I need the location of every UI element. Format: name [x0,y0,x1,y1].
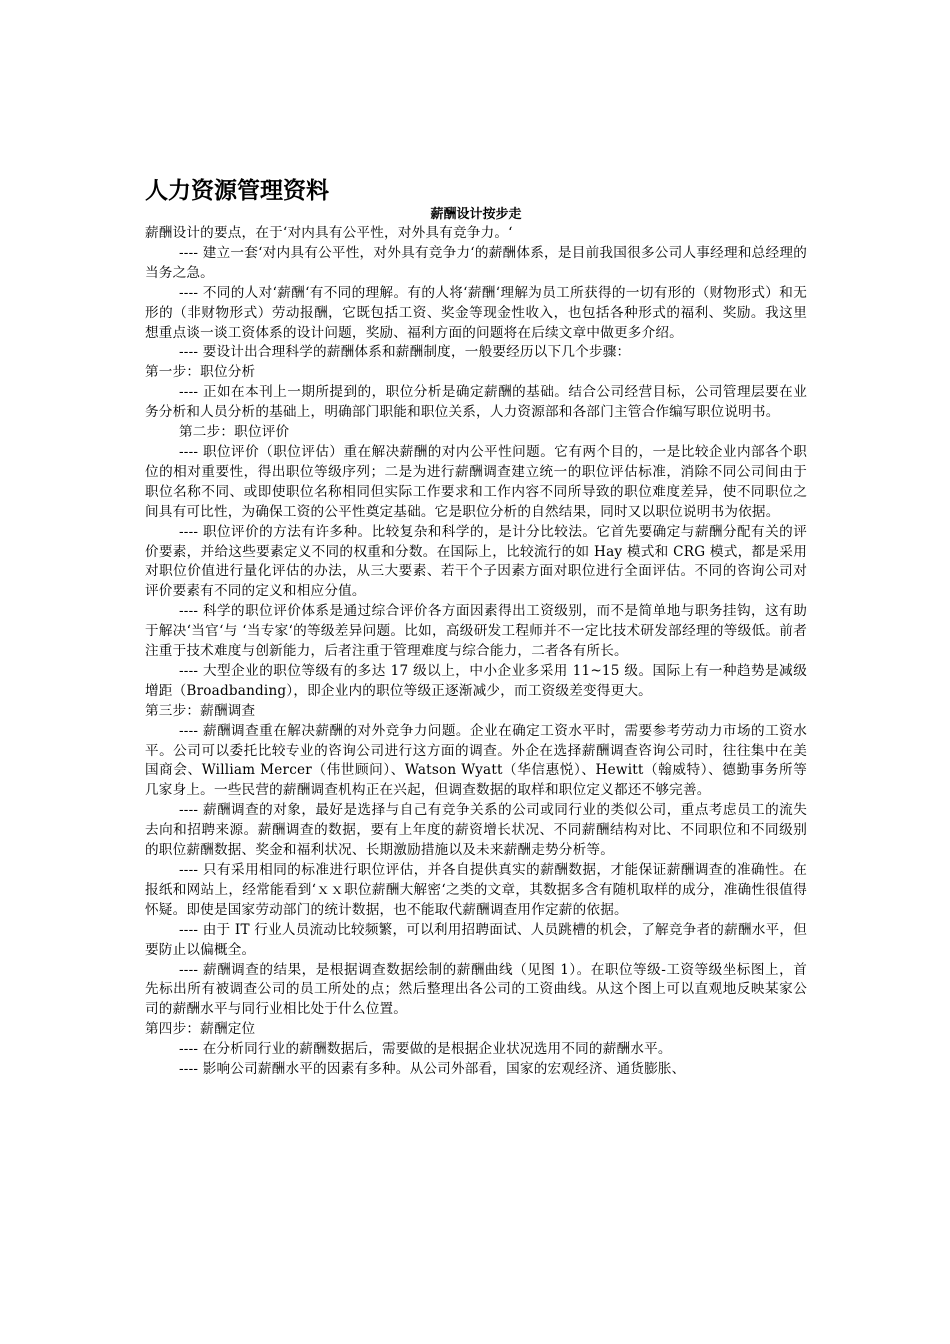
document-subtitle: 薪酬设计按步走 [430,207,522,222]
paragraph: 第一步：职位分析 [145,364,256,381]
paragraph: 薪酬设计的要点，在于‘对内具有公平性，对外具有竞争力。‘ [145,225,513,241]
document-title: 人力资源管理资料 [145,178,329,204]
paragraph: ---- 薪酬调查的对象，最好是选择与自己有竞争关系的公司或同行业的类似公司，重点考虑员工的流失去向和招聘来源。薪酬调查的数据，要有上年度的薪资增长状况、不同薪酬结构对比、不同职位和不同级别的职位薪酬数据、奖金和福利状况、长期激励措施以及未来薪酬走势分析等。 [145,802,807,859]
paragraph: ---- 影响公司薪酬水平的因素有多种。从公司外部看，国家的宏观经济、通货膨胀、 [179,1061,686,1078]
paragraph: ---- 正如在本刊上一期所提到的，职位分析是确定薪酬的基础。结合公司经营目标，公司管理层要在业务分析和人员分析的基础上，明确部门职能和职位关系，人力资源部和各部门主管合作编写职位说明书。 [145,384,807,421]
paragraph: ---- 只有采用相同的标准进行职位评估，并各自提供真实的薪酬数据，才能保证薪酬调查的准确性。在报纸和网站上，经常能看到‘ｘｘ职位薪酬大解密‘之类的文章，其数据多含有随机取样的成分，准确性很值得怀疑。即使是国家劳动部门的统计数据，也不能取代薪酬调查用作定薪的依据。 [145,862,807,918]
paragraph: ---- 科学的职位评价体系是通过综合评价各方面因素得出工资级别，而不是简单地与职务挂钩，这有助于解决‘当官‘与 ‘当专家‘的等级差异问题。比如，高级研发工程师并不一定比技术研发部经理的等级低。前者注重于技术难度与创新能力，后者注重于管理难度与综合能力，二者各有所长。 [145,603,807,660]
paragraph: 第三步：薪酬调查 [145,702,256,719]
paragraph: ---- 职位评价的方法有许多种。比较复杂和科学的，是计分比较法。它首先要确定与薪酬分配有关的评价要素，并给这些要素定义不同的权重和分数。在国际上，比较流行的如 Hay 模式和 CRG 模式，都是采用对职位价值进行量化评估的办法，从三大要素、若干个子因素方面对职位进行全面评估。不同的咨询公司对评价要素有不同的定义和相应分值。 [145,523,807,600]
paragraph: ---- 薪酬调查的结果，是根据调查数据绘制的薪酬曲线（见图 1）。在职位等级-工资等级坐标图上，首先标出所有被调查公司的员工所处的点；然后整理出各公司的工资曲线。从这个图上可以直观地反映某家公司的薪酬水平与同行业相比处于什么位置。 [145,961,807,1018]
paragraph: ---- 建立一套‘对内具有公平性，对外具有竞争力‘的薪酬体系，是目前我国很多公司人事经理和总经理的当务之急。 [145,244,807,281]
paragraph: ---- 薪酬调查重在解决薪酬的对外竞争力问题。企业在确定工资水平时，需要参考劳动力市场的工资水平。公司可以委托比较专业的咨询公司进行这方面的调查。外企在选择薪酬调查咨询公司时，往往集中在美国商会、William Mercer（伟世顾问）、Watson Wyatt（华信惠悦）、Hewitt（翰威特）、德勤事务所等几家身上。一些民营的薪酬调查机构正在兴起，但调查数据的取样和职位定义都还不够完善。 [145,722,807,799]
paragraph: 第二步：职位评价 [179,424,290,441]
paragraph: ---- 不同的人对‘薪酬‘有不同的理解。有的人将‘薪酬‘理解为员工所获得的一切有形的（财物形式）和无形的（非财物形式）劳动报酬，它既包括工资、奖金等现金性收入，也包括各种形式的福利、奖励。我这里想重点谈一谈工资体系的设计问题，奖励、福利方面的问题将在后续文章中做更多介绍。 [145,284,807,341]
document-content [145,176,807,1080]
paragraph: ---- 大型企业的职位等级有的多达 17 级以上，中小企业多采用 11~15 级。国际上有一种趋势是减级增距（Broadbanding），即企业内的职位等级正逐渐减少，而工资级差变得更大。 [145,662,807,699]
paragraph: ---- 由于 IT 行业人员流动比较频繁，可以利用招聘面试、人员跳槽的机会，了解竞争者的薪酬水平，但要防止以偏概全。 [145,921,807,958]
paragraph: ---- 在分析同行业的薪酬数据后，需要做的是根据企业状况选用不同的薪酬水平。 [179,1041,672,1058]
paragraph: ---- 要设计出合理科学的薪酬体系和薪酬制度，一般要经历以下几个步骤： [179,344,631,361]
paragraph: 第四步：薪酬定位 [145,1021,256,1038]
paragraph: ---- 职位评价（职位评估）重在解决薪酬的对内公平性问题。它有两个目的，一是比较企业内部各个职位的相对重要性，得出职位等级序列；二是为进行薪酬调查建立统一的职位评估标准，消除不同公司间由于职位名称不同、或即使职位名称相同但实际工作要求和工作内容不同所导致的职位难度差异，使不同职位之间具有可比性，为确保工资的公平性奠定基础。它是职位分析的自然结果，同时又以职位说明书为依据。 [145,443,807,520]
document-body [145,224,807,1080]
